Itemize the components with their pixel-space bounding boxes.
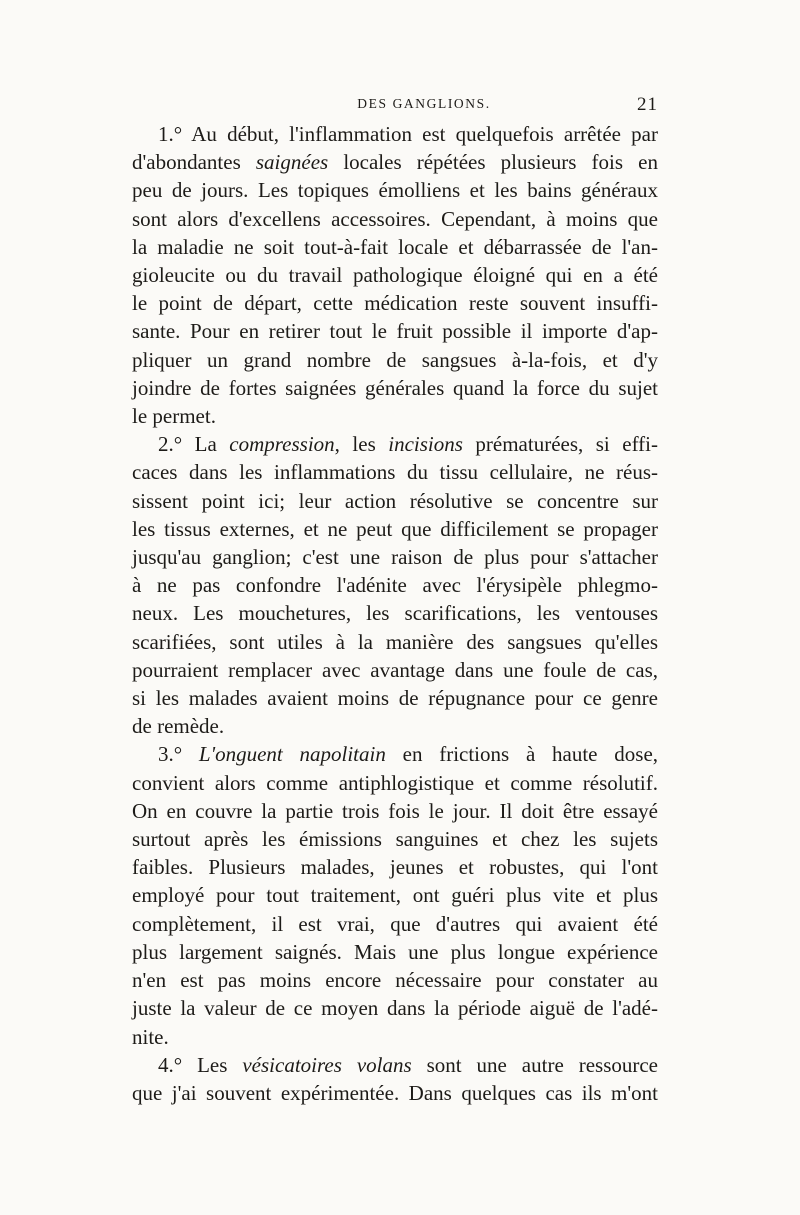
text-line: à ne pas confondre l'adénite avec l'érysipèle phlegmo-: [132, 573, 658, 598]
italic-term: vésicatoires volans: [242, 1052, 412, 1077]
text-line: sissent point ici; leur action résolutive se concentre sur: [132, 488, 658, 513]
running-head: DES GANGLIONS.: [357, 96, 491, 111]
text-line: le permet.: [132, 404, 216, 429]
text-line: le point de départ, cette médication reste souvent insuffi-: [132, 291, 658, 316]
text-line: neux. Les mouchetures, les scarifications, les ventouses: [132, 601, 658, 626]
text-line: complètement, il est vrai, que d'autres qui avaient été: [132, 911, 658, 936]
text-line: si les malades avaient moins de répugnance pour ce genre: [132, 686, 658, 711]
text-line: faibles. Plusieurs malades, jeunes et robustes, qui l'ont: [132, 855, 658, 880]
text-line: gioleucite ou du travail pathologique éloigné qui en a été: [132, 263, 658, 288]
text-line: sante. Pour en retirer tout le fruit possible il importe d'ap-: [132, 319, 658, 344]
paragraph-3: [132, 740, 658, 1050]
text-line: scarifiées, sont utiles à la manière des sangsues qu'elles: [132, 629, 658, 654]
text-line: nite.: [132, 1024, 169, 1049]
text-line: d'abondantes saignées locales répétées plusieurs fois en: [132, 150, 658, 175]
paragraph-1: [132, 120, 658, 430]
text-line: que j'ai souvent expérimentée. Dans quelques cas ils m'ont: [132, 1080, 658, 1105]
italic-term: compression: [229, 432, 335, 457]
text-line: joindre de fortes saignées générales quand la force du sujet: [132, 375, 658, 400]
body-text: [132, 120, 659, 1105]
text-line: pliquer un grand nombre de sangsues à-la-fois, et d'y: [132, 347, 658, 372]
text-line: de remède.: [132, 714, 225, 739]
text-line: convient alors comme antiphlogistique et comme résolutif.: [132, 770, 658, 795]
text-line: peu de jours. Les topiques émolliens et les bains généraux: [132, 178, 658, 203]
text-line: plus largement saignés. Mais une plus longue expérience: [132, 939, 658, 964]
text-line: surtout après les émissions sanguines et chez les sujets: [132, 827, 658, 852]
paragraph-2: [132, 430, 658, 740]
text-line: 1.° Au début, l'inflammation est quelquefois arrêtée par: [158, 122, 658, 146]
paragraph-4: [132, 1051, 658, 1107]
text-line: sont alors d'excellens accessoires. Cependant, à moins que: [132, 206, 658, 231]
page-header: [132, 96, 658, 120]
page-number: 21: [637, 94, 658, 115]
text-line: juste la valeur de ce moyen dans la période aiguë de l'adé-: [132, 996, 658, 1021]
text-line: caces dans les inflammations du tissu cellulaire, ne réus-: [132, 460, 658, 485]
text-line: n'en est pas moins encore nécessaire pour constater au: [132, 968, 658, 993]
text-line: employé pour tout traitement, ont guéri plus vite et plus: [132, 883, 658, 908]
italic-term: L'onguent napolitain: [198, 742, 386, 767]
text-line: la maladie ne soit tout-à-fait locale et débarrassée de l'an-: [132, 234, 658, 259]
italic-term: incisions: [388, 432, 463, 457]
italic-term: saignées: [255, 150, 329, 175]
text-line: On en couvre la partie trois fois le jour. Il doit être essayé: [132, 798, 658, 823]
text-line: pourraient remplacer avec avantage dans une foule de cas,: [132, 657, 658, 682]
text-line: 4.° Les vésicatoires volans sont une autre ressource: [158, 1052, 659, 1077]
text-line: jusqu'au ganglion; c'est une raison de plus pour s'attacher: [132, 545, 658, 570]
text-line: 2.° La compression, les incisions prématurées, si effi-: [158, 432, 659, 457]
text-line: les tissus externes, et ne peut que difficilement se propager: [132, 516, 658, 541]
text-line: 3.° L'onguent napolitain en frictions à haute dose,: [158, 742, 659, 767]
